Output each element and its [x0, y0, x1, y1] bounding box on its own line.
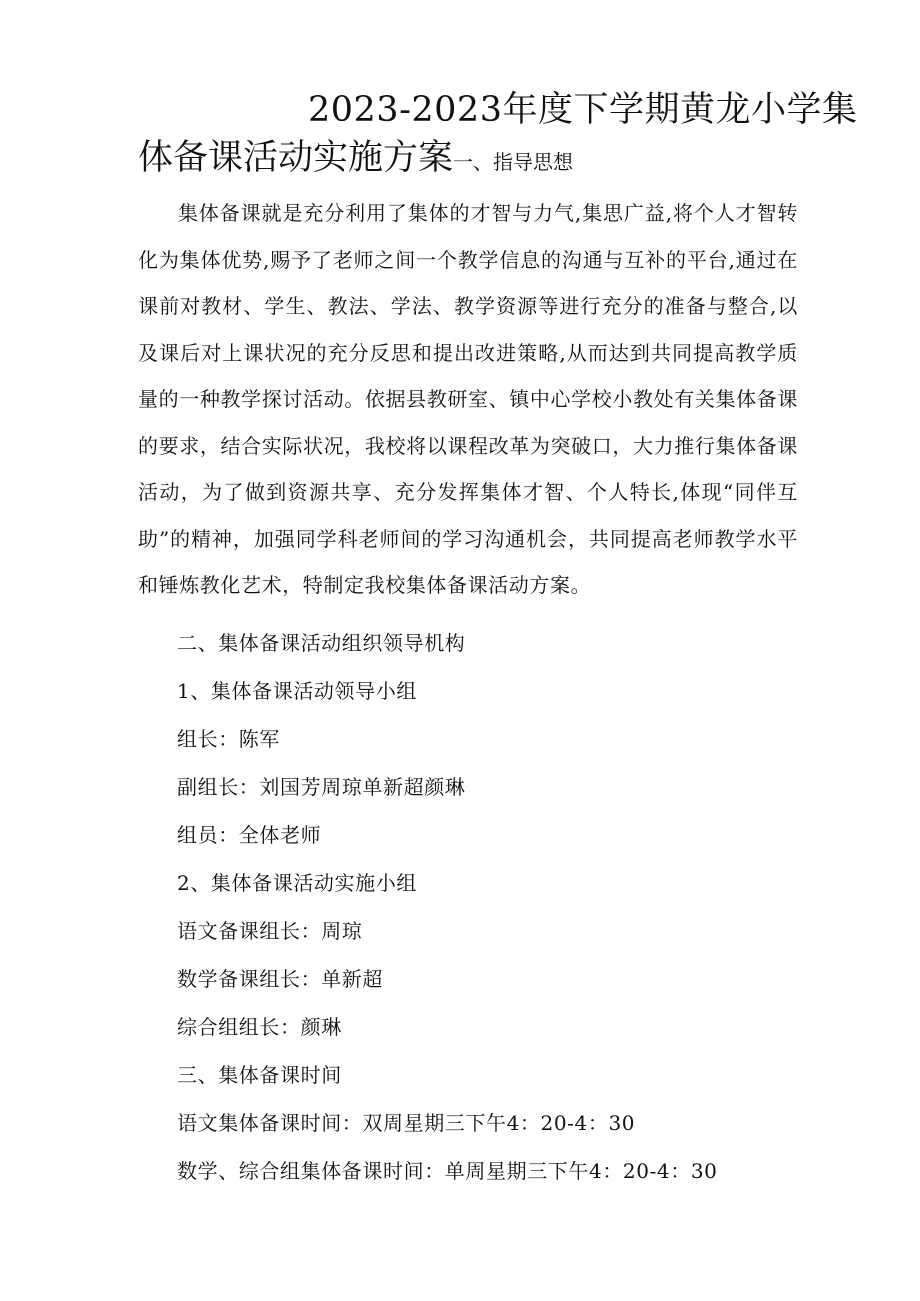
math-time-line: 数学、综合组集体备课时间：单周星期三下午4：20-4：30 [177, 1159, 718, 1183]
deputy-leader-line: 副组长：刘国芳周琼单新超颜琳 [177, 775, 466, 799]
document-title-line1: 2023-2023年度下学期黄龙小学集 [308, 90, 858, 130]
math-leader-line: 数学备课组长：单新超 [177, 967, 383, 991]
chinese-time-line: 语文集体备课时间：双周星期三下午4：20-4：30 [177, 1111, 636, 1135]
chinese-leader-line: 语文备课组长：周琼 [177, 919, 363, 943]
sub1-heading: 1、集体备课活动领导小组 [177, 679, 417, 703]
section1-heading: 一、指导思想 [453, 150, 574, 174]
comprehensive-leader-line: 综合组组长：颜琳 [177, 1015, 342, 1039]
guiding-thought-paragraph: 集体备课就是充分利用了集体的才智与力气,集思广益,将个人才智转化为集体优势,赐予了老师之间一个教学信息的沟通与互补的平台,通过在课前对教材、学生、教法、学法、教学资源等进行充分的准备与整合,以及课后对上课状况的充分反思和提出改进策略,从而达到共同提高教学质量的一种教学探讨活动。依据县教研室、镇中心学校小教处有关集体备课的要求，结合实际状况，我校将以课程改革为突破口，大力推行集体备课活动，为了做到资源共享、充分发挥集体才智、个人特长,体现“同伴互助”的精神，加强同学科老师间的学习沟通机会，共同提高老师教学水平和锤炼教化艺术，特制定我校集体备课活动方案。 [138, 201, 798, 597]
section2-heading: 二、集体备课活动组织领导机构 [177, 631, 466, 655]
sub2-heading: 2、集体备课活动实施小组 [177, 871, 417, 895]
members-line: 组员：全体老师 [177, 823, 322, 847]
document-title-main: 体备课活动实施方案 [138, 138, 454, 178]
section3-heading: 三、集体备课时间 [177, 1063, 342, 1087]
leader-line: 组长：陈军 [177, 727, 280, 751]
document-title-line2 [138, 136, 573, 186]
